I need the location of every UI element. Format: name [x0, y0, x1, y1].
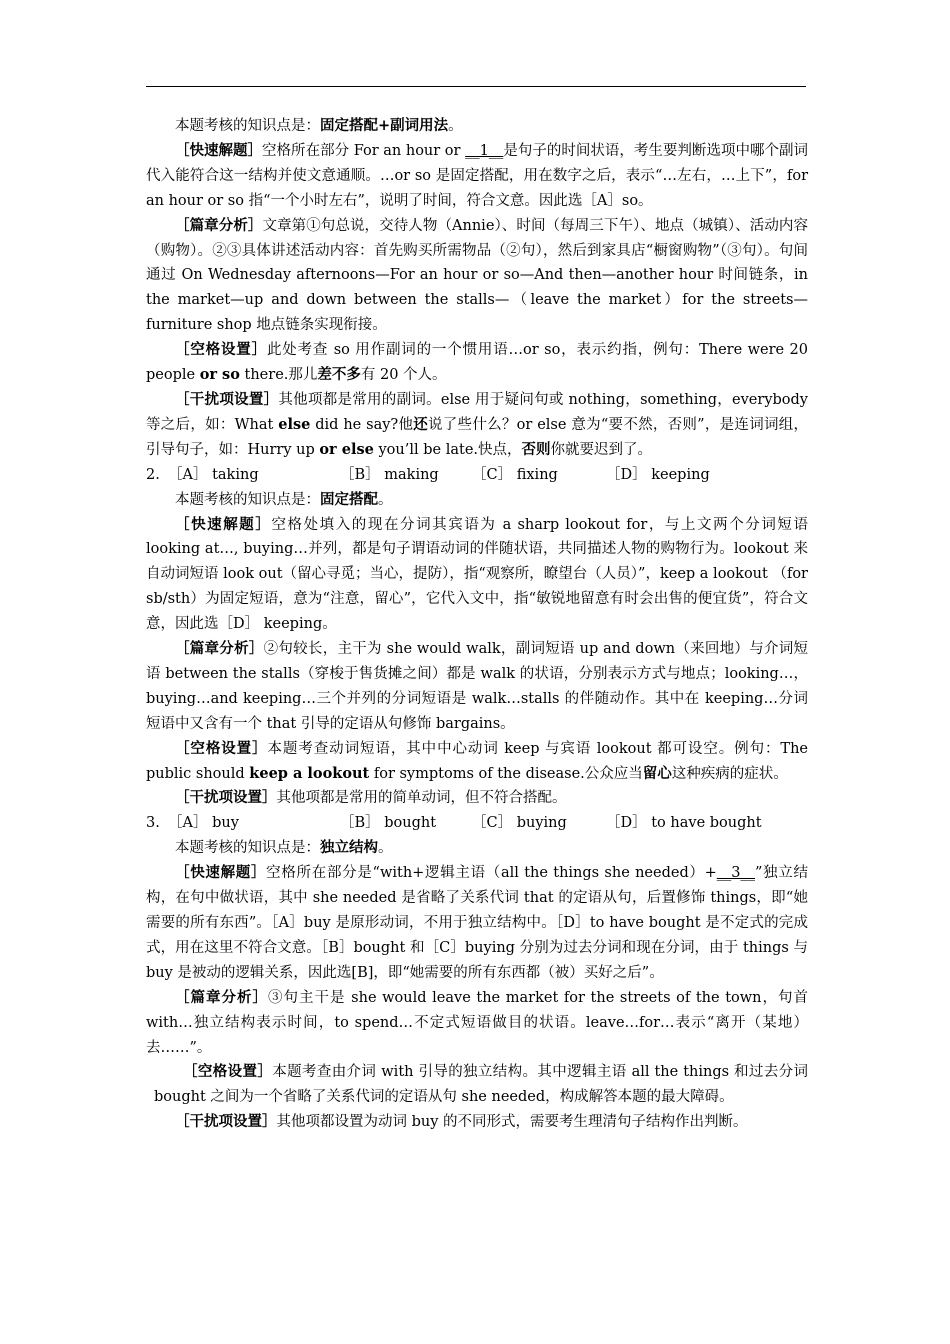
- q3-option-d: ［D］ to have bought: [606, 815, 762, 832]
- q2-option-a: ［A］ taking: [168, 466, 259, 483]
- q1-blank-marker: __1__: [465, 142, 504, 159]
- q2-option-d: ［D］ keeping: [606, 466, 710, 483]
- q3-distractor-setting: ［干扰项设置］其他项都设置为动词 buy 的不同形式，需要考生理清句子结构作出判断。: [175, 1113, 748, 1131]
- q3-option-a: ［A］ buy: [168, 815, 239, 832]
- q2-chapter-analysis: ［篇章分析］②句较长，主干为 she would walk，副词短语 up and down（来回地）与介词短语 between the stalls（穿梭于售货摊之间）都是 walk 的状语，分别表示方式与地点；looking…，buying…and keeping…三个并列的分词短语是 walk…stalls 的伴随动作。其中在 keeping…分词短语中又含有一个 that 引导的定语从句修饰 bargains。: [146, 640, 808, 732]
- q2-options: [146, 463, 808, 488]
- q3-chapter-analysis: ［篇章分析］③句主干是 she would leave the market for the streets of the town，句首 with…独立结构表示时间，to spend…不定式短语做目的状语。leave…for…表示“离开（某地）去……”。: [146, 988, 809, 1056]
- q1-fast-solution: ［快速解题］空格所在部分 For an hour or __1__是句子的时间状语，考生要判断选项中哪个副词代入能符合这一结构并使文意通顺。…or so 是固定搭配，用在数字之后，表示“…左右，…上下”，for an hour or so 指“一个小时左右”，说明了时间，符合文意。因此选［A］so。: [146, 141, 808, 209]
- q3-options: [146, 811, 808, 836]
- header-rule: [146, 86, 806, 87]
- q3-knowledge-point: 本题考核的知识点是：独立结构。: [175, 839, 393, 857]
- q2-fast-solution: ［快速解题］空格处填入的现在分词其宾语为 a sharp lookout for，与上文两个分词短语 looking at…, buying…并列，都是句子谓语动词的伴随状语，共同描述人物的购物行为。lookout 来自动词短语 look out（留心寻觅；当心，提防），指“观察所，瞭望台（人员）”，keep a lookout （for sb/sth）为固定短语，意为“注意，留心”，它代入文中，指“敏锐地留意有时会出售的便宜货”，符合文意，因此选［D］ keeping。: [146, 515, 808, 633]
- q1-blank-setting: ［空格设置］此处考查 so 用作副词的一个惯用语…or so，表示约指，例句：There were 20 people or so there.那儿差不多有 20 个人。: [146, 341, 808, 384]
- q3-blank-marker: __3__: [716, 865, 755, 882]
- q3-option-c: ［C］ buying: [472, 815, 567, 832]
- q1-chapter-analysis: ［篇章分析］文章第①句总说，交待人物（Annie）、时间（每周三下午）、地点（城镇）、活动内容（购物）。②③具体讲述活动内容：首先购买所需物品（②句），然后到家具店“橱窗购物”（③句）。句间通过 On Wednesday afternoons—For an hour or so—And then—another hour 时间链条，in the market—up and down between the stalls—（leave the market）for the streets—furniture shop 地点链条实现衔接。: [146, 216, 808, 334]
- q2-blank-setting: ［空格设置］本题考查动词短语，其中中心动词 keep 与宾语 lookout 都可设空。例句：The public should keep a lookout for symptoms of the disease.公众应当留心这种疾病的症状。: [146, 739, 808, 782]
- q1-knowledge-point: 本题考核的知识点是：固定搭配+副词用法。: [175, 117, 463, 134]
- q2-knowledge-point: 本题考核的知识点是：固定搭配。: [175, 490, 393, 508]
- q2-number: 2.: [146, 466, 160, 483]
- q2-distractor-setting: ［干扰项设置］其他项都是常用的简单动词，但不符合搭配。: [175, 789, 567, 807]
- q3-number: 3.: [146, 815, 160, 832]
- q3-fast-solution: ［快速解题］空格所在部分是“with+逻辑主语（all the things she needed）+__3__”独立结构，在句中做状语，其中 she needed 是省略了关系代词 that 的定语从句，后置修饰 things，即“她需要的所有东西”。［A］buy 是原形动词，不用于独立结构中。［D］to have bought 是不定式的完成式，用在这里不符合文意。［B］bought 和［C］buying 分别为过去分词和现在分词，由于 things 与 buy 是被动的逻辑关系，因此选[B]，即“她需要的所有东西都（被）买好之后”。: [146, 864, 808, 981]
- document-body: [146, 114, 808, 1135]
- q1-distractor-setting: ［干扰项设置］其他项都是常用的副词。else 用于疑问句或 nothing，something，everybody 等之后，如：What else did he say?他还说了些什么？or else 意为“要不然，否则”，是连词词组，引导句子，如：Hurry up or else you’ll be late.快点，否则你就要迟到了。: [146, 390, 809, 458]
- q3-blank-setting: ［空格设置］本题考查由介词 with 引导的独立结构。其中逻辑主语 all the things 和过去分词 bought 之间为一个省略了关系代词的定语从句 she needed，构成解答本题的最大障碍。: [154, 1063, 809, 1106]
- q2-option-b: ［B］ making: [340, 466, 439, 483]
- q2-option-c: ［C］ fixing: [472, 466, 558, 483]
- q3-option-b: ［B］ bought: [340, 815, 437, 832]
